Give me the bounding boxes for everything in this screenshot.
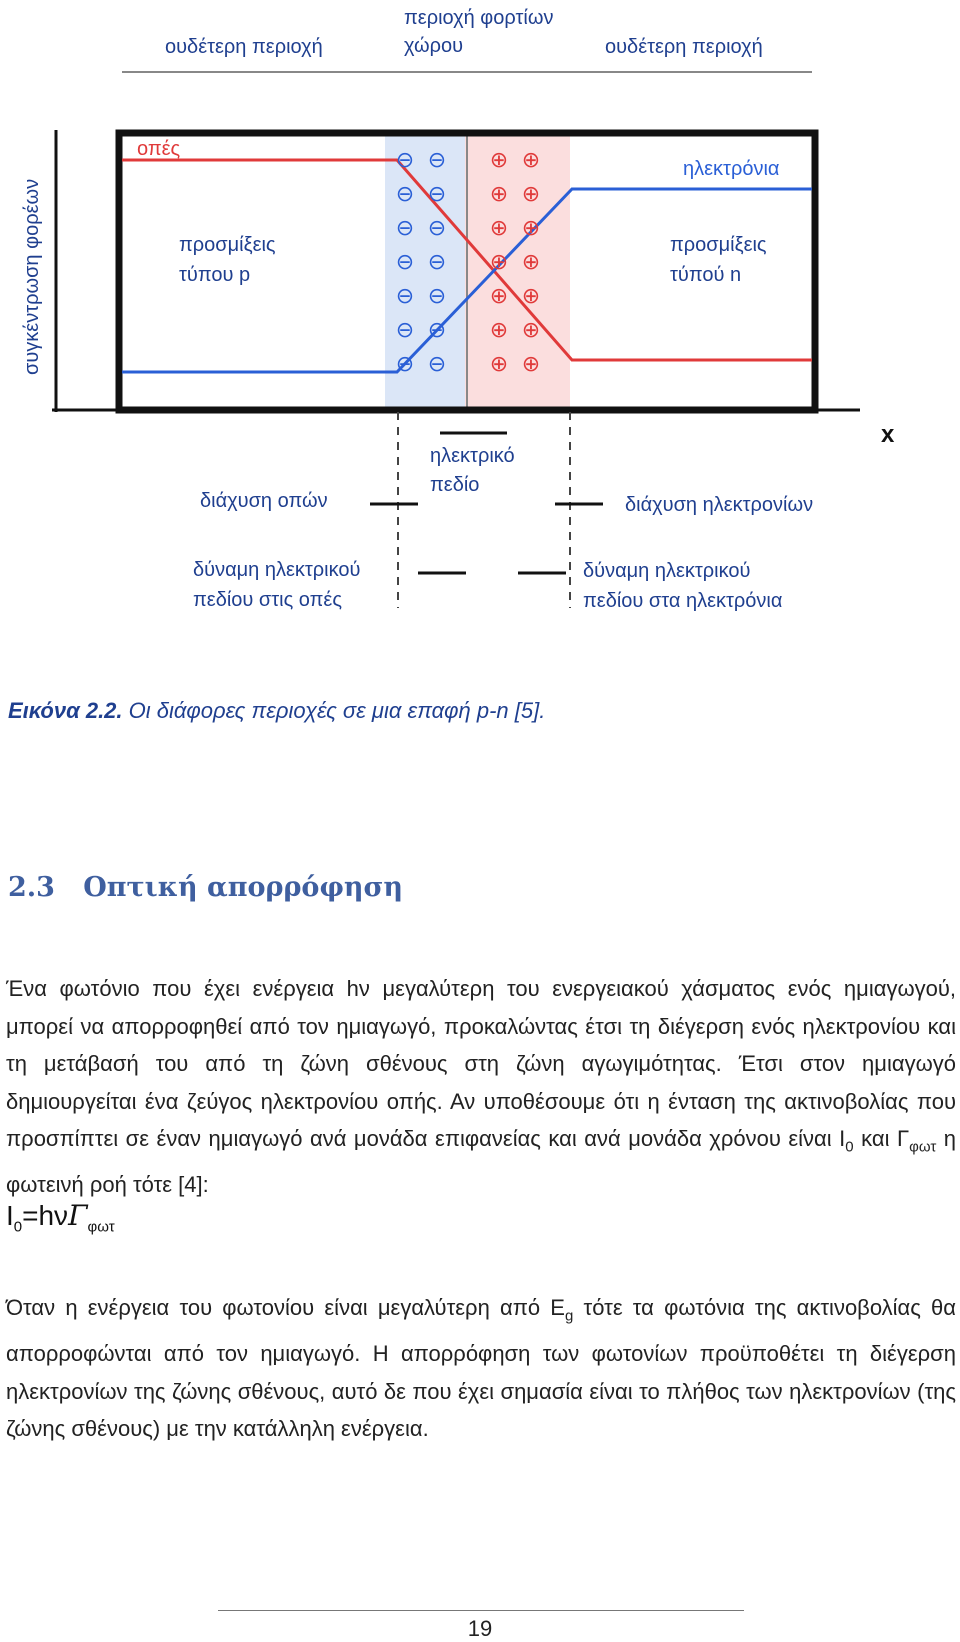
section-heading	[8, 872, 403, 903]
positive-ion-symbol: ⊕	[521, 147, 541, 172]
electron-force-line2: πεδίου στα ηλεκτρόνια	[583, 590, 783, 612]
negative-ion-symbol: ⊖	[427, 351, 447, 376]
figure-caption-label: Εικόνα 2.2.	[8, 698, 123, 723]
paragraph-2	[6, 1289, 956, 1448]
label-space-charge-line1: περιοχή φορτίων	[404, 7, 554, 29]
eq-gamma-sub: φωτ	[87, 1218, 115, 1236]
positive-ion-symbol: ⊕	[489, 283, 509, 308]
negative-ion-symbol: ⊖	[427, 147, 447, 172]
pn-junction-diagram	[0, 0, 960, 630]
page-number: 19	[467, 1616, 493, 1641]
para1-text-a: Ένα φωτόνιο που έχει ενέργεια hν μεγαλύτερη του ενεργειακού χάσματος ενός ημιαγωγού, μπορεί να απορροφηθεί από τον ημιαγωγό, προκαλώντας έτσι τη διέγερση ενός ηλεκτρονίου και τη μετάβασή του από τη ζώνη σθένους στη ζώνη αγωγιμότητας. Έτσι στον ημιαγωγό δημιουργείται ένα ζεύγος ηλεκτρονίου οπής. Αν υποθέσουμε ότι η ένταση της ακτινοβολίας που προσπίπτει σε έναν ημιαγωγό ανά μονάδα επιφανείας και ανά μονάδα χρόνου είναι I	[6, 976, 956, 1152]
field-label-line1: ηλεκτρικό	[430, 445, 515, 467]
paragraph-1	[6, 970, 956, 1204]
n-type-label-line2: τύπού n	[670, 264, 742, 286]
positive-ion-symbol: ⊕	[521, 283, 541, 308]
para1-text-b: και Γ	[853, 1126, 910, 1152]
holes-label: οπές	[137, 138, 181, 160]
figure-caption	[8, 698, 545, 724]
positive-ion-symbol: ⊕	[521, 181, 541, 206]
eq-rhs: =hν	[22, 1200, 69, 1231]
para2-sub-a: g	[564, 1307, 574, 1325]
hole-force-line1: δύναμη ηλεκτρικού	[193, 559, 361, 581]
positive-ion-symbol: ⊕	[521, 249, 541, 274]
hole-force-line2: πεδίου στις οπές	[193, 589, 342, 611]
n-type-label-line1: προσμίξεις	[670, 234, 767, 256]
negative-ion-symbol: ⊖	[395, 181, 415, 206]
field-label-line2: πεδίο	[430, 474, 480, 496]
para2-text-a: Όταν η ενέργεια του φωτονίου είναι μεγαλύτερη από E	[6, 1295, 565, 1320]
negative-ion-symbol: ⊖	[395, 215, 415, 240]
negative-ion-symbol: ⊖	[427, 249, 447, 274]
negative-ion-symbol: ⊖	[427, 317, 447, 342]
positive-ion-symbol: ⊕	[521, 351, 541, 376]
figure-caption-text: Οι διάφορες περιοχές σε μια επαφή p-n [5].	[122, 698, 546, 723]
x-axis-label: x	[881, 421, 895, 448]
negative-ion-symbol: ⊖	[395, 317, 415, 342]
positive-ion-symbol: ⊕	[489, 351, 509, 376]
equation	[6, 1199, 115, 1236]
label-space-charge-line2: χώρου	[404, 35, 464, 57]
negative-ion-symbol: ⊖	[395, 249, 415, 274]
negative-ion-symbol: ⊖	[427, 215, 447, 240]
footer-rule	[218, 1610, 744, 1611]
hole-diffusion-label: διάχυση οπών	[200, 490, 328, 512]
positive-ion-region	[465, 135, 570, 410]
p-type-label-line2: τύπου p	[179, 264, 251, 286]
eq-lhs: I	[6, 1200, 14, 1231]
electron-diffusion-label: διάχυση ηλεκτρονίων	[625, 494, 814, 516]
negative-ion-symbol: ⊖	[427, 181, 447, 206]
section-number: 2.3	[8, 872, 55, 903]
electrons-label: ηλεκτρόνια	[683, 158, 780, 180]
positive-ion-symbol: ⊕	[489, 215, 509, 240]
label-neutral-right: ουδέτερη περιοχή	[605, 36, 763, 58]
para2-text-b: τότε τα φωτόνια της ακτινοβολίας θα απορροφώνται από τον ημιαγωγό. Η απορρόφηση των φωτονίων προϋποθέτει τη διέγερση ηλεκτρονίων της ζώνης σθένους, αυτό δε που έχει σημασία είναι το πλήθος των ηλεκτρονίων (της ζώνης σθένους) με την κατάλληλη ενέργεια.	[6, 1295, 956, 1442]
para1-text-c: η φωτεινή ροή τότε [4]:	[6, 1126, 956, 1198]
positive-ion-symbol: ⊕	[521, 317, 541, 342]
label-neutral-left: ουδέτερη περιοχή	[165, 36, 323, 58]
y-axis-label: συγκέντρωση φορέων	[21, 178, 43, 375]
para1-sub-a: 0	[845, 1138, 854, 1156]
positive-ion-symbol: ⊕	[489, 181, 509, 206]
negative-ion-symbol: ⊖	[427, 283, 447, 308]
electron-force-line1: δύναμη ηλεκτρικού	[583, 560, 751, 582]
section-title: Οπτική απορρόφηση	[83, 872, 404, 903]
para1-sub-b: φωτ	[909, 1138, 937, 1156]
positive-ion-symbol: ⊕	[489, 317, 509, 342]
positive-ion-symbol: ⊕	[489, 249, 509, 274]
eq-lhs-sub: 0	[13, 1218, 23, 1236]
positive-ion-symbol: ⊕	[489, 147, 509, 172]
positive-ion-symbol: ⊕	[521, 215, 541, 240]
negative-ion-symbol: ⊖	[395, 147, 415, 172]
negative-ion-symbol: ⊖	[395, 283, 415, 308]
eq-gamma: Γ	[68, 1199, 88, 1232]
negative-ion-symbol: ⊖	[395, 351, 415, 376]
p-type-label-line1: προσμίξεις	[179, 234, 276, 256]
